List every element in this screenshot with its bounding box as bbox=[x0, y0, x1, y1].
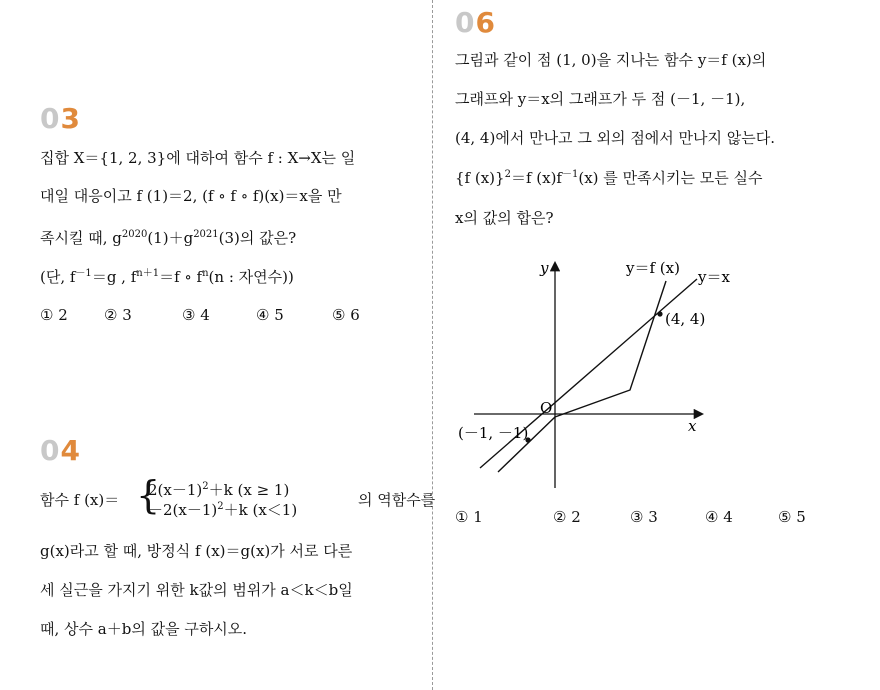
q03-line-3: 족시킬 때, $g^{2020}(1)+g^{2021}(3)$의 값은? bbox=[40, 229, 297, 247]
label-fx: y＝f (x) bbox=[626, 259, 680, 277]
q06-choice-5[interactable]: ⑤ 5 bbox=[778, 508, 806, 526]
point-4-4 bbox=[657, 311, 662, 316]
q03-choice-4[interactable]: ④ 5 bbox=[256, 306, 284, 324]
q03-line-2: 대일 대응이고 f (1)＝2, (f ∘ f ∘ f)(x)＝x을 만 bbox=[40, 187, 342, 205]
q06-graph bbox=[440, 245, 740, 495]
curve-y-equals-fx bbox=[498, 281, 666, 472]
q06-line-3: (4, 4)에서 만나고 그 외의 점에서 만나지 않는다. bbox=[455, 129, 776, 147]
q04-line-2: g(x)라고 할 때, 방정식 f (x)＝g(x)가 서로 다른 bbox=[40, 542, 353, 560]
question-number-03: 03 bbox=[40, 102, 81, 135]
q04-line-4: 때, 상수 a＋b의 값을 구하시오. bbox=[40, 620, 248, 638]
q06-line-1: 그림과 같이 점 (1, 0)을 지나는 함수 y＝f (x)의 bbox=[455, 51, 767, 69]
q03-choice-2[interactable]: ② 3 bbox=[104, 306, 132, 324]
q06-choice-4[interactable]: ④ 4 bbox=[705, 508, 733, 526]
q04-line-3: 세 실근을 가지기 위한 k값의 범위가 a＜k＜b일 bbox=[40, 581, 353, 599]
question-number-04: 04 bbox=[40, 434, 81, 467]
q03-choice-1[interactable]: ① 2 bbox=[40, 306, 68, 324]
piecewise-brace: { bbox=[136, 473, 161, 517]
label-point-4-4: (4, 4) bbox=[665, 310, 706, 328]
label-point-minus1-minus1: (－1, －1) bbox=[458, 424, 529, 442]
column-divider bbox=[432, 0, 433, 690]
q06-choice-1[interactable]: ① 1 bbox=[455, 508, 483, 526]
label-x-axis: x bbox=[688, 417, 697, 435]
q04-case-1: $2(x-1)^2+k$ (x ≥ 1) bbox=[148, 481, 290, 499]
q06-line-2: 그래프와 y＝x의 그래프가 두 점 (－1, －1), bbox=[455, 90, 746, 108]
label-origin: O bbox=[540, 399, 553, 417]
label-yx: y＝x bbox=[698, 268, 730, 286]
q03-choice-3[interactable]: ③ 4 bbox=[182, 306, 210, 324]
q06-line-5: x의 값의 합은? bbox=[455, 209, 554, 227]
question-number-06: 06 bbox=[455, 6, 496, 39]
q03-choice-5[interactable]: ⑤ 6 bbox=[332, 306, 360, 324]
q06-choice-3[interactable]: ③ 3 bbox=[630, 508, 658, 526]
q04-case-2: $-2(x-1)^2+k$ (x＜1) bbox=[148, 501, 298, 519]
q03-line-4: (단, $f^{-1}=g$ , $f^{n+1}=f$ ∘ $f^n(n$ : 자연수)) bbox=[40, 268, 294, 286]
label-y-axis: y bbox=[540, 259, 549, 277]
q03-line-1: 집합 X＝{1, 2, 3}에 대하여 함수 f : X→X는 일 bbox=[40, 149, 356, 167]
q06-choice-2[interactable]: ② 2 bbox=[553, 508, 581, 526]
q06-line-4: {f (x)}$^2$＝f $(x)f^{-1}(x)$ 를 만족시키는 모든 실수 bbox=[455, 169, 763, 187]
